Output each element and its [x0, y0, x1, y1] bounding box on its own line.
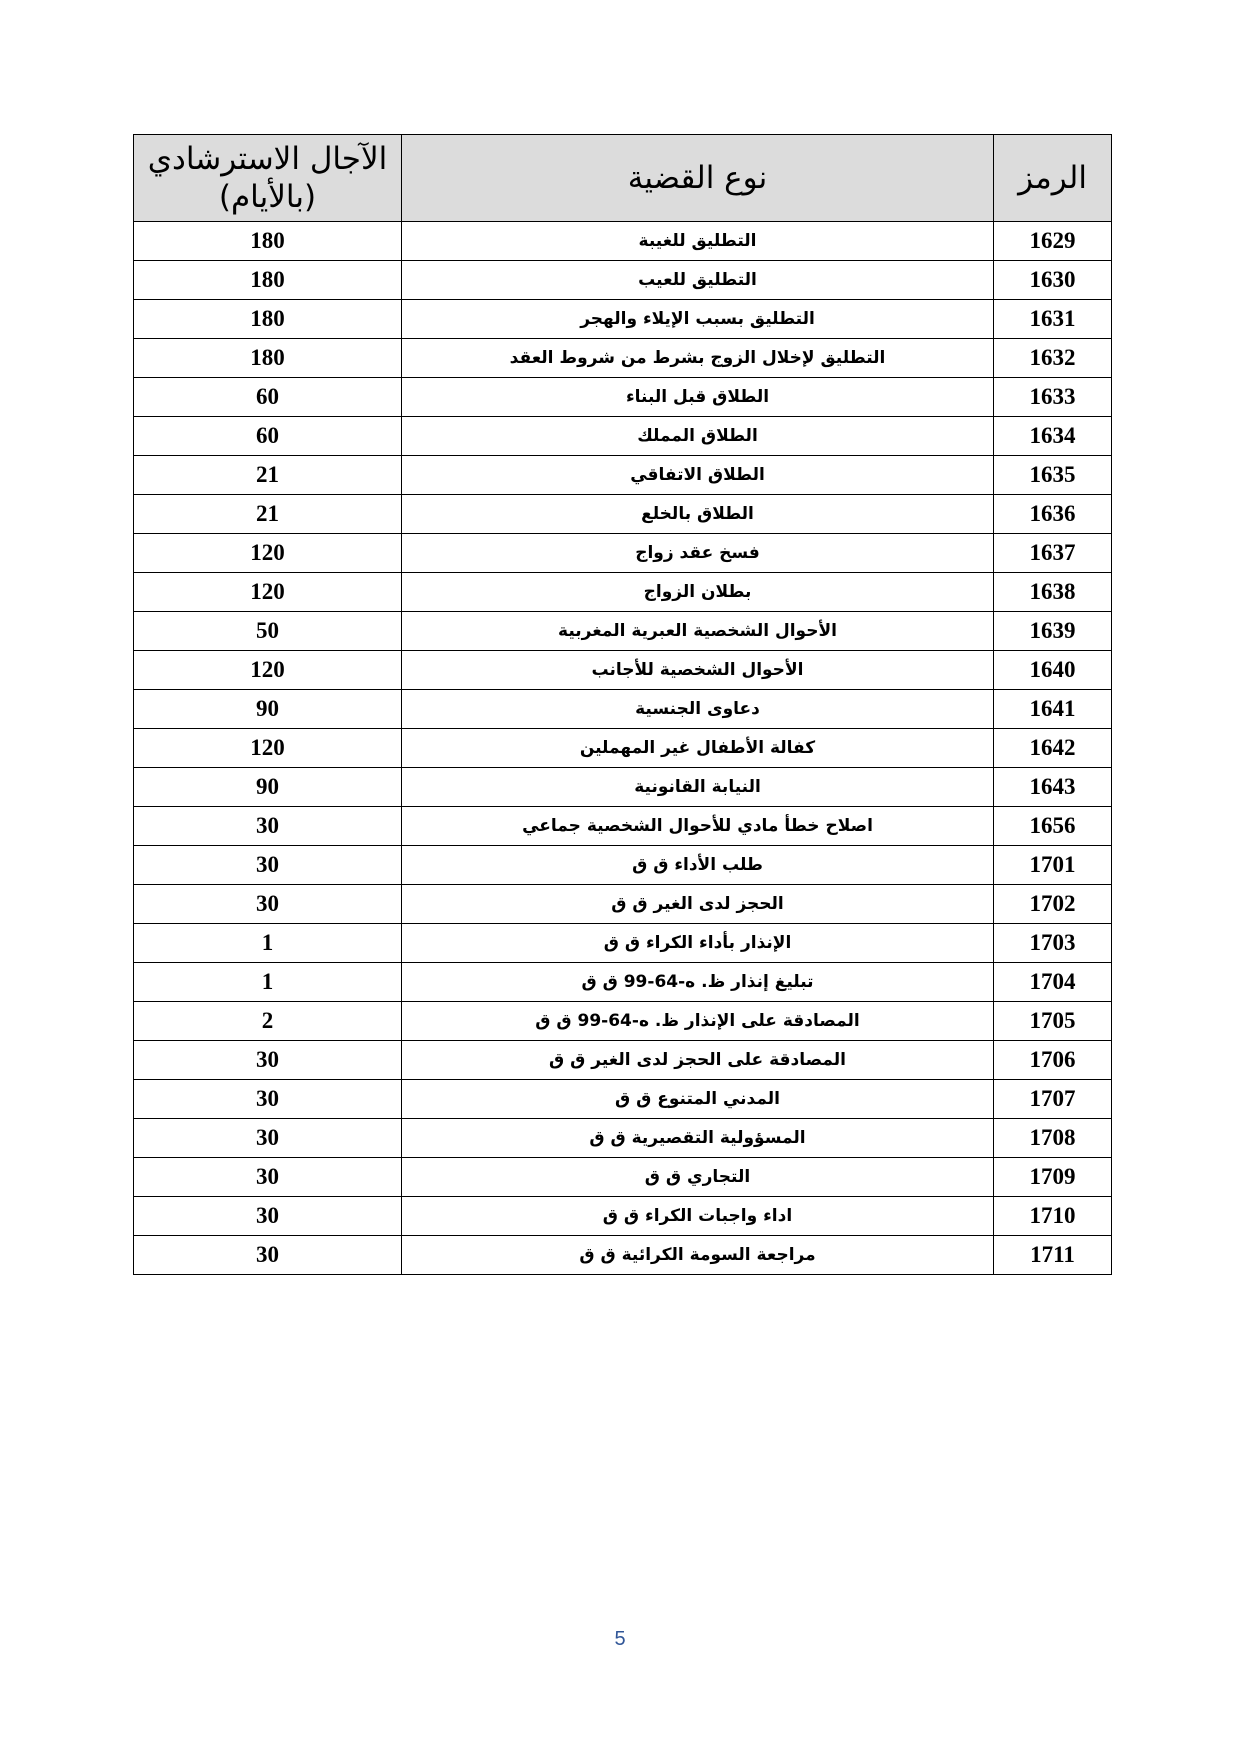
deadline-days-cell: 30: [134, 1119, 402, 1158]
code-cell: 1710: [994, 1197, 1112, 1236]
deadline-days-cell: 180: [134, 261, 402, 300]
page-number: 5: [614, 1628, 626, 1650]
code-cell: 1635: [994, 456, 1112, 495]
deadline-days-cell: 1: [134, 963, 402, 1002]
table-row: [134, 1002, 1112, 1041]
case-type-cell: التطليق للعيب: [402, 261, 994, 300]
code-cell: 1708: [994, 1119, 1112, 1158]
case-type-cell: الطلاق قبل البناء: [402, 378, 994, 417]
code-cell: 1638: [994, 573, 1112, 612]
case-type-cell: التطليق بسبب الإيلاء والهجر: [402, 300, 994, 339]
code-cell: 1630: [994, 261, 1112, 300]
code-cell: 1631: [994, 300, 1112, 339]
table-row: [134, 339, 1112, 378]
deadline-days-cell: 120: [134, 729, 402, 768]
table-row: [134, 495, 1112, 534]
case-type-cell: الأحوال الشخصية للأجانب: [402, 651, 994, 690]
case-type-cell: التطليق لإخلال الزوج بشرط من شروط العقد: [402, 339, 994, 378]
deadline-days-cell: 90: [134, 768, 402, 807]
deadline-days-cell: 180: [134, 300, 402, 339]
case-type-cell: المصادقة على الحجز لدى الغير ق ق: [402, 1041, 994, 1080]
case-type-cell: اصلاح خطأ مادي للأحوال الشخصية جماعي: [402, 807, 994, 846]
header-case-type: نوع القضية: [402, 135, 994, 222]
case-type-cell: النيابة القانونية: [402, 768, 994, 807]
code-cell: 1629: [994, 222, 1112, 261]
code-cell: 1637: [994, 534, 1112, 573]
table-header: [134, 135, 1112, 222]
deadline-days-cell: 90: [134, 690, 402, 729]
table-row: [134, 924, 1112, 963]
code-cell: 1634: [994, 417, 1112, 456]
case-deadlines-table: [133, 134, 1112, 1275]
code-cell: 1711: [994, 1236, 1112, 1275]
deadline-days-cell: 180: [134, 339, 402, 378]
deadline-days-cell: 30: [134, 1041, 402, 1080]
table-row: [134, 729, 1112, 768]
code-cell: 1702: [994, 885, 1112, 924]
deadline-days-cell: 120: [134, 651, 402, 690]
case-type-cell: الأحوال الشخصية العبرية المغربية: [402, 612, 994, 651]
table-row: [134, 963, 1112, 1002]
code-cell: 1701: [994, 846, 1112, 885]
case-type-cell: الطلاق الاتفاقي: [402, 456, 994, 495]
table-row: [134, 417, 1112, 456]
case-type-cell: التطليق للغيبة: [402, 222, 994, 261]
deadline-days-cell: 180: [134, 222, 402, 261]
table-row: [134, 1236, 1112, 1275]
case-type-cell: بطلان الزواج: [402, 573, 994, 612]
table-body: [134, 222, 1112, 1275]
header-code: الرمز: [994, 135, 1112, 222]
case-type-cell: الإنذار بأداء الكراء ق ق: [402, 924, 994, 963]
code-cell: 1633: [994, 378, 1112, 417]
header-row: [134, 135, 1112, 222]
table-row: [134, 261, 1112, 300]
code-cell: 1704: [994, 963, 1112, 1002]
case-type-cell: الطلاق بالخلع: [402, 495, 994, 534]
code-cell: 1706: [994, 1041, 1112, 1080]
table-row: [134, 222, 1112, 261]
table-row: [134, 1197, 1112, 1236]
case-type-cell: المصادقة على الإنذار ظ. ه-64-99 ق ق: [402, 1002, 994, 1041]
code-cell: 1703: [994, 924, 1112, 963]
case-type-cell: تبليغ إنذار ظ. ه-64-99 ق ق: [402, 963, 994, 1002]
table-row: [134, 1080, 1112, 1119]
case-type-cell: المدني المتنوع ق ق: [402, 1080, 994, 1119]
code-cell: 1643: [994, 768, 1112, 807]
table-row: [134, 768, 1112, 807]
case-type-cell: المسؤولية التقصيرية ق ق: [402, 1119, 994, 1158]
table-row: [134, 573, 1112, 612]
case-type-cell: دعاوى الجنسية: [402, 690, 994, 729]
case-type-cell: الحجز لدى الغير ق ق: [402, 885, 994, 924]
case-type-cell: الطلاق المملك: [402, 417, 994, 456]
deadline-days-cell: 30: [134, 885, 402, 924]
deadline-days-cell: 60: [134, 378, 402, 417]
deadline-days-cell: 60: [134, 417, 402, 456]
deadline-days-cell: 2: [134, 1002, 402, 1041]
deadline-days-cell: 30: [134, 807, 402, 846]
deadline-days-cell: 21: [134, 456, 402, 495]
deadline-days-cell: 30: [134, 1080, 402, 1119]
table-row: [134, 651, 1112, 690]
table-row: [134, 885, 1112, 924]
code-cell: 1639: [994, 612, 1112, 651]
case-type-cell: كفالة الأطفال غير المهملين: [402, 729, 994, 768]
table-row: [134, 612, 1112, 651]
header-indicative-deadline: الآجال الاسترشادي (بالأيام): [134, 135, 402, 222]
table-row: [134, 300, 1112, 339]
table-row: [134, 690, 1112, 729]
table-row: [134, 846, 1112, 885]
table-row: [134, 456, 1112, 495]
code-cell: 1707: [994, 1080, 1112, 1119]
deadline-days-cell: 30: [134, 846, 402, 885]
table-row: [134, 807, 1112, 846]
deadline-days-cell: 120: [134, 534, 402, 573]
table-row: [134, 378, 1112, 417]
code-cell: 1705: [994, 1002, 1112, 1041]
case-type-cell: مراجعة السومة الكرائية ق ق: [402, 1236, 994, 1275]
code-cell: 1640: [994, 651, 1112, 690]
deadline-days-cell: 1: [134, 924, 402, 963]
code-cell: 1636: [994, 495, 1112, 534]
deadline-days-cell: 120: [134, 573, 402, 612]
code-cell: 1709: [994, 1158, 1112, 1197]
table-row: [134, 1041, 1112, 1080]
deadline-days-cell: 21: [134, 495, 402, 534]
code-cell: 1642: [994, 729, 1112, 768]
deadline-days-cell: 30: [134, 1158, 402, 1197]
case-type-cell: طلب الأداء ق ق: [402, 846, 994, 885]
table-row: [134, 534, 1112, 573]
case-type-cell: فسخ عقد زواج: [402, 534, 994, 573]
case-type-cell: التجاري ق ق: [402, 1158, 994, 1197]
deadline-days-cell: 30: [134, 1197, 402, 1236]
table-row: [134, 1119, 1112, 1158]
case-type-cell: اداء واجبات الكراء ق ق: [402, 1197, 994, 1236]
code-cell: 1632: [994, 339, 1112, 378]
deadline-days-cell: 50: [134, 612, 402, 651]
table-row: [134, 1158, 1112, 1197]
code-cell: 1656: [994, 807, 1112, 846]
deadline-days-cell: 30: [134, 1236, 402, 1275]
code-cell: 1641: [994, 690, 1112, 729]
